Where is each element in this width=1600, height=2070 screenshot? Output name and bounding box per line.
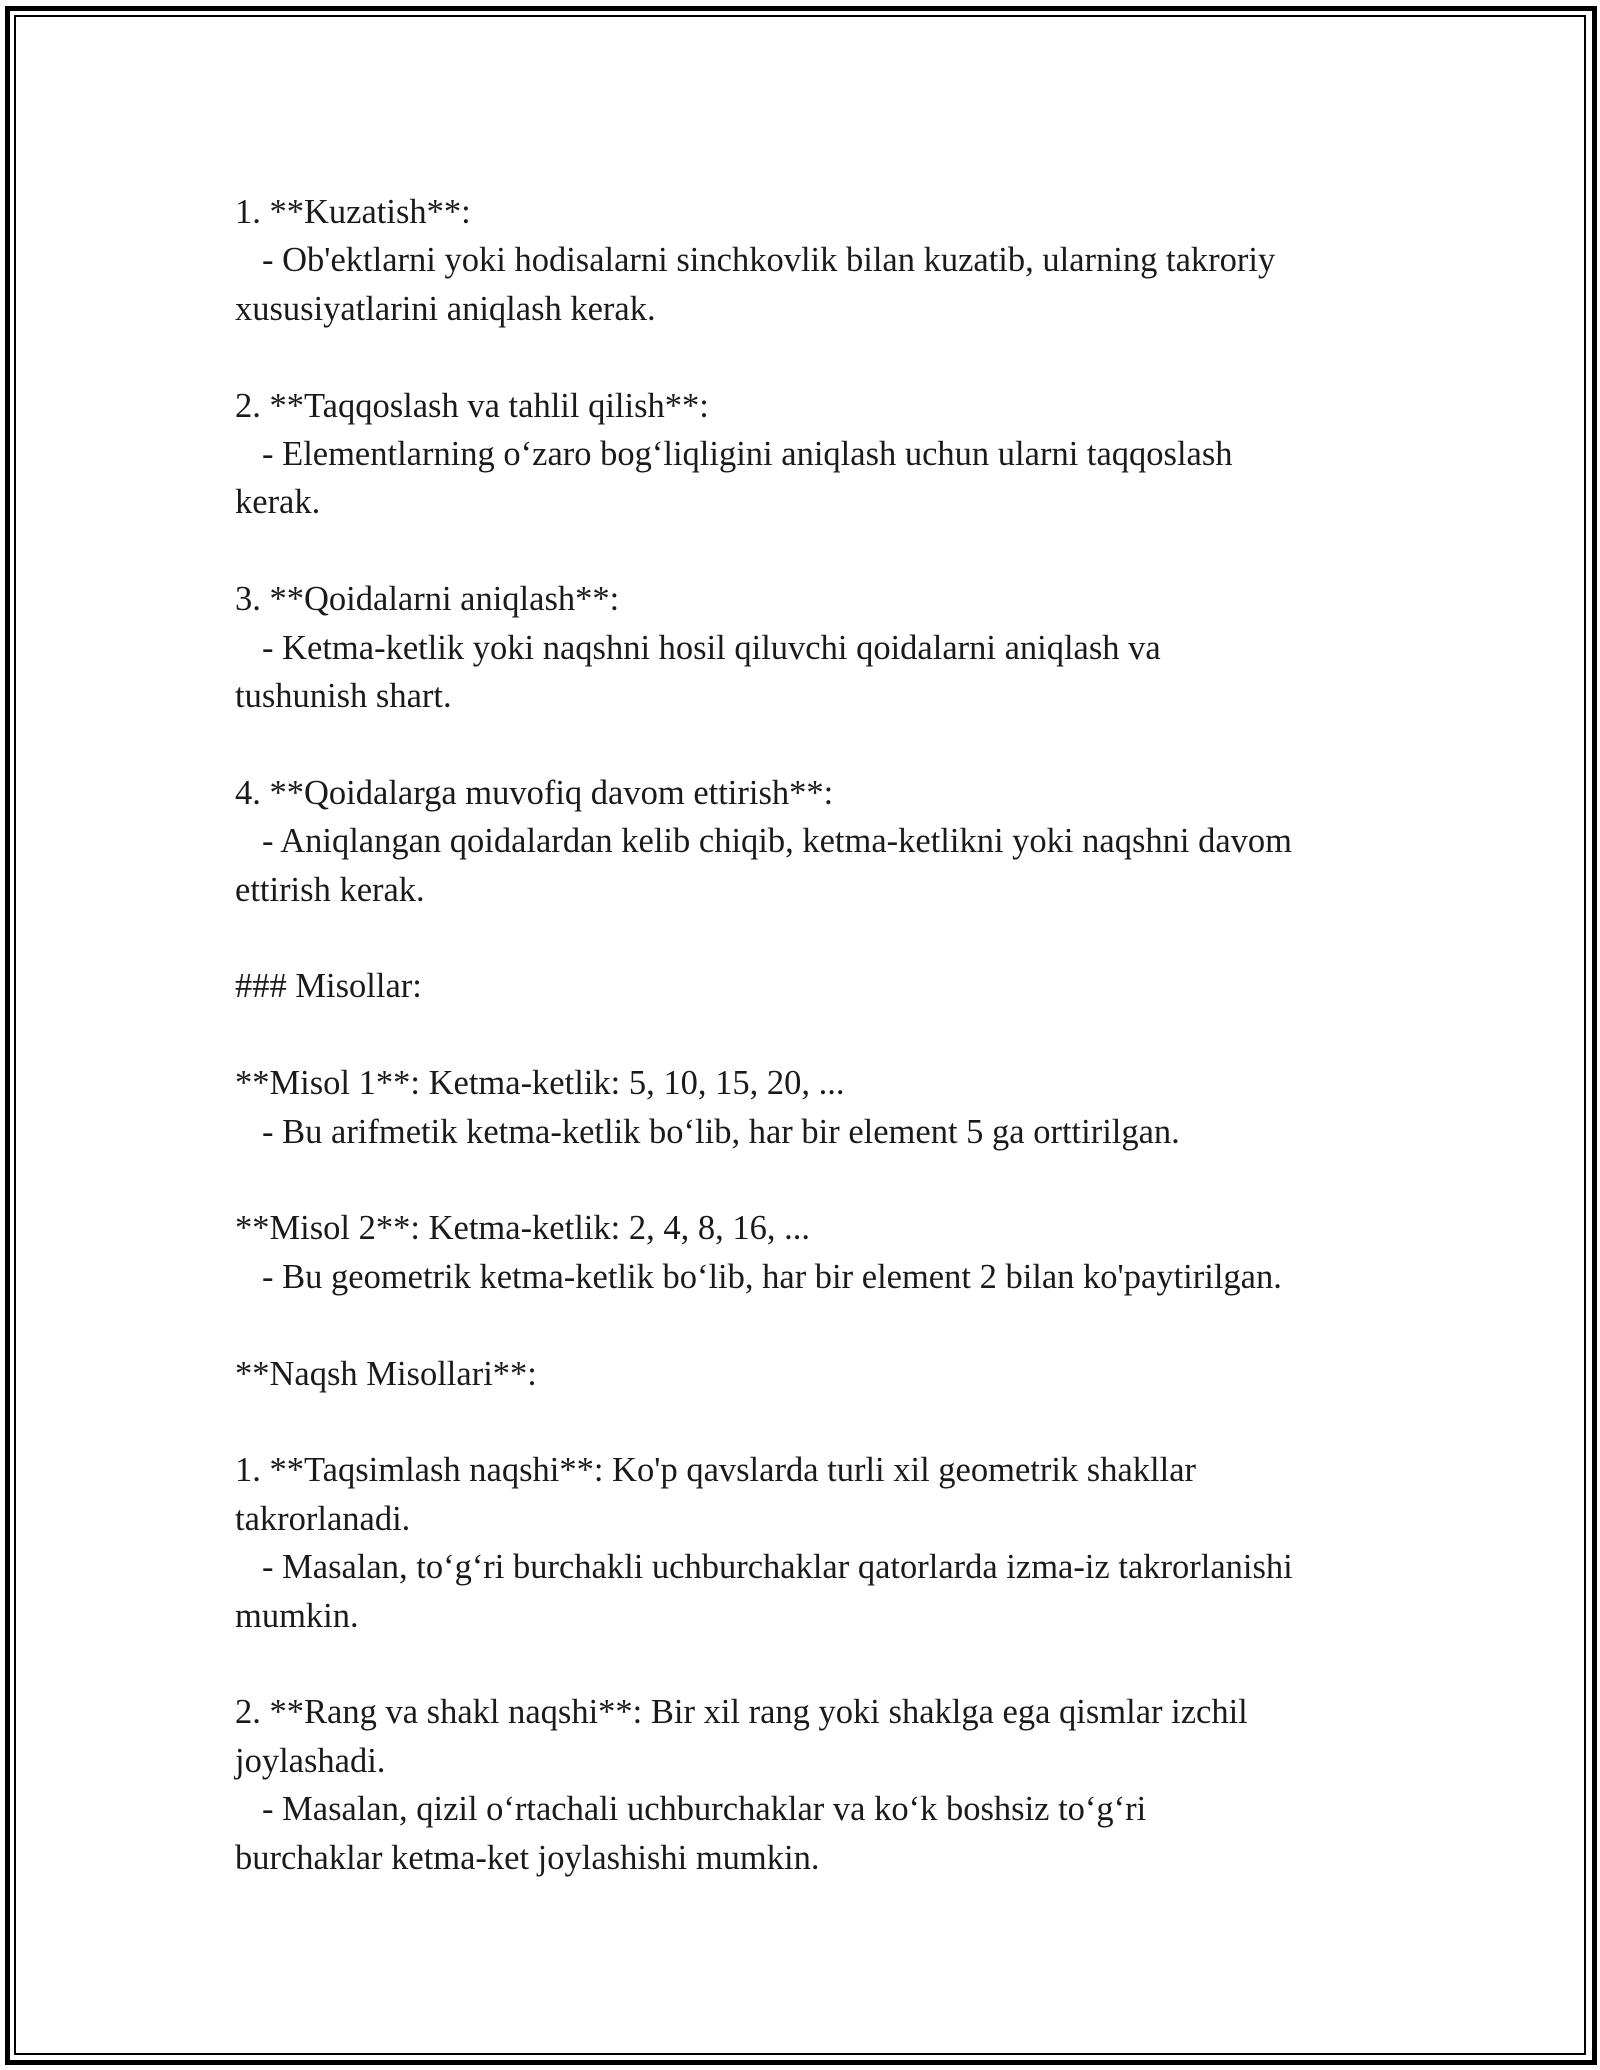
step-4-line: [235, 817, 1395, 865]
step-3-line: [235, 624, 1395, 672]
step-1-line-continued: xususiyatlarini aniqlash kerak.: [235, 289, 656, 328]
step-1-detail: - Ob'ektlarni yoki hodisalarni sinchkovlik bilan kuzatib, ularning takroriy: [262, 241, 1276, 280]
pattern-1-line-2: takrorlanadi.: [235, 1499, 411, 1538]
example-2-title: **Misol 2**: Ketma-ketlik: 2, 4, 8, 16, ...: [235, 1209, 810, 1248]
patterns-heading: **Naqsh Misollari**:: [235, 1354, 537, 1393]
pattern-1-line-1: 1. **Taqsimlash naqshi**: Ko'p qavslarda turli xil geometrik shakllar: [235, 1451, 1196, 1490]
step-4-detail: - Aniqlangan qoidalardan kelib chiqib, ketma-ketlikni yoki naqshni davom: [262, 822, 1292, 861]
pattern-1-line-3: - Masalan, to‘g‘ri burchakli uchburchaklar qatorlarda izma-iz takrorlanishi: [262, 1548, 1293, 1587]
step-2-heading: 2. **Taqqoslash va tahlil qilish**:: [235, 386, 709, 425]
pattern-2-line-3: - Masalan, qizil o‘rtachali uchburchaklar va ko‘k boshsiz to‘g‘ri: [262, 1790, 1147, 1829]
example-1-note: - Bu arifmetik ketma-ketlik bo‘lib, har bir element 5 ga orttirilgan.: [262, 1112, 1180, 1151]
step-3-line-continued: tushunish shart.: [235, 677, 452, 716]
step-3-heading: 3. **Qoidalarni aniqlash**:: [235, 580, 620, 619]
step-2-line: [235, 430, 1395, 478]
pattern-2-line-1: 2. **Rang va shakl naqshi**: Bir xil rang yoki shaklga ega qismlar izchil: [235, 1693, 1248, 1732]
step-4-line-continued: ettirish kerak.: [235, 870, 425, 909]
document-body: [235, 188, 1395, 1882]
step-1-line: [235, 236, 1395, 284]
examples-heading: ### Misollar:: [235, 967, 422, 1006]
step-3-detail: - Ketma-ketlik yoki naqshni hosil qiluvchi qoidalarni aniqlash va: [262, 628, 1161, 667]
example-2-note: - Bu geometrik ketma-ketlik bo‘lib, har bir element 2 bilan ko'paytirilgan.: [262, 1257, 1282, 1296]
example-1-title: **Misol 1**: Ketma-ketlik: 5, 10, 15, 20, ...: [235, 1064, 845, 1103]
pattern-1-line-4: mumkin.: [235, 1596, 359, 1635]
pattern-2-line-3-wrap: [235, 1785, 1395, 1833]
step-4-heading: 4. **Qoidalarga muvofiq davom ettirish**:: [235, 773, 834, 812]
step-2-line-continued: kerak.: [235, 483, 321, 522]
example-2-line: [235, 1253, 1395, 1301]
step-2-detail: - Elementlarning o‘zaro bog‘liqligini aniqlash uchun ularni taqqoslash: [262, 435, 1233, 474]
pattern-2-line-4: burchaklar ketma-ket joylashishi mumkin.: [235, 1838, 820, 1877]
example-1-line: [235, 1108, 1395, 1156]
pattern-1-line-3-wrap: [235, 1543, 1395, 1591]
step-1-heading: 1. **Kuzatish**:: [235, 193, 471, 231]
pattern-2-line-2: joylashadi.: [235, 1741, 386, 1780]
